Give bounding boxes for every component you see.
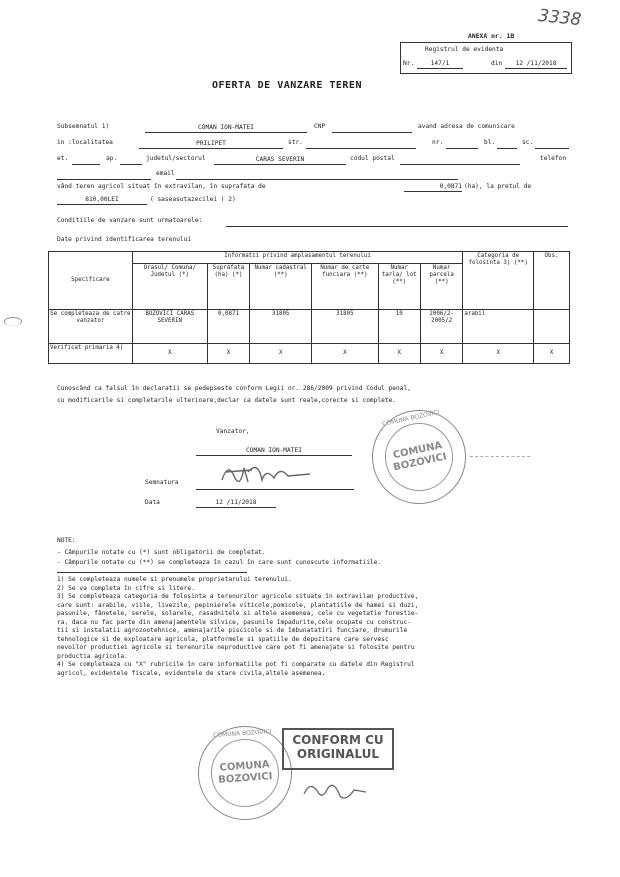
registry-title: Registrul de evidenta (425, 46, 504, 53)
row2-x-oras: X (132, 344, 207, 364)
footnote-line: tii si instalatii agrozootehnice, amenajarile piscicole si de îmbunatatiri funciare, drumurile (57, 627, 408, 634)
th-cadastral: Numar cadastral (**) (250, 264, 312, 310)
footnote-line: 4) Se completeaza cu "X" rubricile în care informatiile pot fi comparate cu datele din Registrul (57, 661, 415, 668)
handwritten-initials (300, 778, 370, 806)
stamp-wavy-line (470, 456, 530, 465)
declaration-line-1: Cunoscând ca falsul în declaratii se pedepseste conform Legii nr. 286/2009 privind Codul penal, (57, 385, 411, 392)
notes-line-2: - Câmpurile notate cu (**) se completeaza în cazul în care sunt cunoscute informatiile. (57, 559, 382, 566)
stamp-center-text: COMUNA BOZOVICI (217, 759, 273, 786)
row1-tarla[interactable]: 10 (378, 310, 420, 344)
row2-x-tarla: X (378, 344, 420, 364)
official-stamp-bozovici (363, 401, 474, 512)
registry-date-field[interactable] (505, 60, 567, 69)
floor-field[interactable] (72, 156, 100, 165)
corner-number: 3338 (537, 5, 583, 31)
registry-date-value: 12 /11/2018 (515, 59, 557, 67)
th-parcela: Numar parcela (**) (420, 264, 462, 310)
registry-nr-value: 147/1 (430, 59, 450, 67)
row2-x-obs: X (534, 344, 570, 364)
row1-suprafata[interactable]: 0,0871 (207, 310, 249, 344)
declaration-line-2: cu modificarile si completarile ulterioare,declar ca datele sunt reale,corecte si complete. (57, 397, 396, 404)
surface-value: 0,0871 (439, 182, 462, 190)
th-suprafata: Suprafata (ha) (*) (207, 264, 249, 310)
label-data-teren: Date privind identificarea terenului (57, 236, 192, 243)
table-row (49, 310, 570, 344)
county-field[interactable] (214, 156, 346, 165)
street-field[interactable] (306, 140, 416, 149)
footnote-line: care sunt: arabile, viile, livezile, pepinierele viticole,pomicole, plantatiile de hamei si duzi, (57, 601, 419, 609)
scale-field[interactable] (535, 140, 569, 149)
label-nr: nr. (432, 139, 444, 146)
punch-hole (4, 317, 22, 326)
seller-name-value: COMAN ION-MATEI (198, 123, 254, 131)
notes-line-1: - Câmpurile notate cu (*) sunt obligatorii de completat. (57, 549, 266, 556)
row2-x-cadastral: X (250, 344, 312, 364)
conform-original-stamp (282, 728, 394, 770)
label-subsemnatul: Subsemnatul 1) (57, 123, 110, 130)
surface-field[interactable] (404, 183, 462, 192)
label-cnp: CNP (314, 123, 326, 130)
notes-title: NOTE: (57, 537, 76, 544)
label-bl: bl. (484, 139, 496, 146)
date-value: 12 /11/2018 (215, 498, 257, 506)
row1-parcela[interactable]: 2006/2-2005/2 (420, 310, 462, 344)
number-field[interactable] (446, 140, 478, 149)
email-field[interactable] (176, 171, 458, 180)
th-tarla: Numar tarla/ lot (**) (378, 264, 420, 310)
footnote-line: 1) Se completeaza numele si prenumele proprietarului terenului. (57, 576, 292, 583)
label-email: email (156, 170, 175, 177)
footnotes (57, 577, 418, 679)
stamp-ring-text: COMUNA BOZOVICI (212, 728, 272, 740)
footnote-line: agricol, evidentele fiscale, evidentele de stare civila,altele asemenea. (57, 669, 326, 677)
label-judetul: judetul/sectorul (146, 155, 206, 162)
row1-cadastral[interactable]: 31805 (250, 310, 312, 344)
stamp-ring-text: COMUNA BOZOVICI (381, 408, 441, 428)
handwritten-signature (218, 458, 314, 488)
footnote-line: 2) Se va completa în cifre si litere. (57, 584, 195, 592)
phone-field[interactable] (57, 171, 151, 180)
table-row (49, 344, 570, 364)
label-cod-postal: codul postal (350, 155, 395, 162)
cnp-field[interactable] (332, 124, 412, 133)
row2-x-categoria: X (463, 344, 534, 364)
footnote-line: pasunile, fânetele, serele, solarele, rasadnitele si altele asemenea, cele cu vegetatie forestie- (57, 610, 419, 617)
registry-nr-label: Nr. (403, 60, 415, 67)
date-field[interactable] (196, 499, 276, 508)
row2-label: Verificat primaria 4) (49, 344, 133, 364)
stamp-center-text: COMUNA BOZOVICI (392, 440, 448, 474)
row1-categoria[interactable]: arabil (463, 310, 534, 344)
label-conditions: Conditiile de vanzare sunt urmatoarele: (57, 217, 203, 224)
footnote-line: tehnologice si de exploatare agricola, platformele si spatiile de depozitare care servesc (57, 635, 389, 643)
label-str: str. (288, 139, 303, 146)
label-localitatea: in :localitatea (57, 139, 113, 146)
th-oras: Orasul/ Comuna/ Judetul (*) (132, 264, 207, 310)
row1-oras[interactable]: BOZOVICI CARAS SEVERIN (132, 310, 207, 344)
footnote-line: ra, daca nu fac parte din amenajamentele silvice, pasunile împadurite,cele ocupate cu construc- (57, 618, 411, 626)
label-vanzator: Vanzator, (216, 428, 250, 435)
seller-signature-name: COMAN ION-MATEI (246, 446, 302, 454)
locality-value: PRILIPET (196, 139, 226, 147)
row2-x-cf: X (312, 344, 378, 364)
label-ha-pret: (ha), la pretul de (464, 183, 532, 190)
label-price-words: ( saseasutazecilei ) 2) (150, 196, 236, 203)
th-informatii: Informatii privind amplasamentul terenului (132, 252, 463, 264)
row1-cf[interactable]: 31805 (312, 310, 378, 344)
label-vand-teren: vând teren agricol situat în extravilan, în suprafata de (57, 183, 266, 190)
label-adresa: avand adresa de comunicare (418, 123, 515, 130)
label-ap: ap. (106, 155, 118, 162)
label-telefon: telefon (540, 155, 567, 162)
label-sc: sc. (522, 139, 534, 146)
price-value: 810,00LEI (85, 195, 119, 203)
th-obs: Obs. (534, 252, 570, 310)
conform-line-1: CONFORM CU (292, 733, 384, 747)
registry-date-label: din (491, 60, 503, 67)
seller-name-field[interactable] (145, 124, 307, 133)
registry-box (400, 42, 572, 74)
th-carte-funciara: Numar de carte funciara (**) (312, 264, 378, 310)
footnote-line: nevoilor productiei agricole si terenurile neproductive care pot fi amenajate si folosite pentru (57, 644, 415, 651)
price-field[interactable] (57, 196, 147, 205)
row2-x-suprafata: X (207, 344, 249, 364)
row1-label: Se completeaza de catre vanzator (49, 310, 133, 344)
annex-label: ANEXA nr. 1B (468, 32, 515, 40)
land-table (48, 251, 570, 364)
postal-code-field[interactable] (400, 156, 520, 165)
page-title: OFERTA DE VANZARE TEREN (212, 80, 362, 91)
seller-signature-name-field[interactable] (196, 447, 352, 456)
th-specificare: Specificare (49, 252, 133, 310)
label-data: Data (145, 499, 160, 506)
locality-field[interactable] (139, 140, 283, 149)
label-et: et. (57, 155, 69, 162)
label-semnatura: Semnatura (145, 479, 179, 486)
footnote-line: 3) Se completeaza categoria de folosinta a terenurilor agricole situate în extravilan productive, (57, 593, 419, 600)
footnote-divider (57, 572, 247, 573)
block-field[interactable] (497, 140, 517, 149)
conform-line-2: ORIGINALUL (296, 747, 380, 761)
conditions-field[interactable] (226, 218, 568, 227)
row2-x-parcela: X (420, 344, 462, 364)
row1-obs[interactable] (534, 310, 570, 344)
official-stamp-bozovici-2 (195, 723, 295, 823)
registry-nr-field[interactable] (417, 60, 463, 69)
th-categoria: Categoria de folosinta 3) (**) (463, 252, 534, 310)
apartment-field[interactable] (120, 156, 142, 165)
county-value: CARAS SEVERIN (255, 155, 305, 163)
footnote-line: productia agricola. (57, 652, 128, 660)
